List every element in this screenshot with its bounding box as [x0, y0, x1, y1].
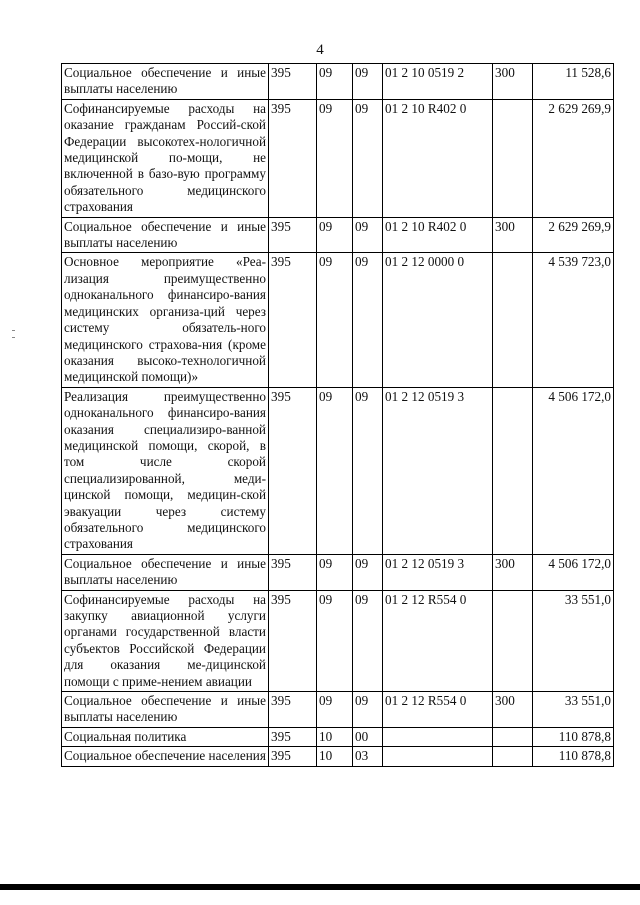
table-row	[62, 554, 614, 590]
row-section-code: 10	[317, 747, 353, 766]
scan-edge-mark	[12, 330, 15, 331]
row-target-article: 01 2 12 R554 0	[383, 692, 493, 728]
row-expense-type	[493, 99, 533, 217]
row-ministry-code: 395	[269, 554, 317, 590]
row-ministry-code: 395	[269, 253, 317, 387]
table-row	[62, 747, 614, 766]
scan-bottom-edge	[0, 884, 640, 890]
table-row	[62, 253, 614, 387]
table-row	[62, 692, 614, 728]
row-ministry-code: 395	[269, 727, 317, 746]
row-name: Социальное обеспечение и иные выплаты населению	[62, 554, 269, 590]
row-ministry-code: 395	[269, 217, 317, 253]
row-section-code: 09	[317, 554, 353, 590]
row-expense-type	[493, 387, 533, 554]
row-amount: 11 528,6	[533, 64, 614, 100]
row-subsection-code: 03	[353, 747, 383, 766]
row-expense-type: 300	[493, 554, 533, 590]
row-subsection-code: 00	[353, 727, 383, 746]
row-amount: 33 551,0	[533, 692, 614, 728]
row-subsection-code: 09	[353, 253, 383, 387]
table-row	[62, 387, 614, 554]
row-ministry-code: 395	[269, 64, 317, 100]
table-row	[62, 727, 614, 746]
row-section-code: 09	[317, 64, 353, 100]
row-name: Социальное обеспечение и иные выплаты населению	[62, 692, 269, 728]
row-subsection-code: 09	[353, 99, 383, 217]
row-target-article: 01 2 10 R402 0	[383, 99, 493, 217]
row-ministry-code: 395	[269, 692, 317, 728]
row-expense-type: 300	[493, 217, 533, 253]
row-target-article: 01 2 12 R554 0	[383, 590, 493, 691]
row-subsection-code: 09	[353, 64, 383, 100]
row-target-article: 01 2 10 0519 2	[383, 64, 493, 100]
row-amount: 110 878,8	[533, 727, 614, 746]
row-name: Основное мероприятие «Реа-лизация преимущественно одноканального финансиро-вания медицинских организа-ций через систему обязатель-ного медицинского страхова-ния (кроме оказания высоко-технологичной медицинской помощи)»	[62, 253, 269, 387]
row-ministry-code: 395	[269, 747, 317, 766]
scan-edge-mark	[12, 337, 15, 338]
row-amount: 4 506 172,0	[533, 554, 614, 590]
row-subsection-code: 09	[353, 387, 383, 554]
row-target-article: 01 2 10 R402 0	[383, 217, 493, 253]
table-row	[62, 590, 614, 691]
row-name: Реализация преимущественно одноканального финансиро-вания оказания специализиро-ванной медицинской помощи, скорой, в том числе скорой специализированной, меди-цинской помощи, медицин-ской эвакуации через систему обязательного медицинского страхования	[62, 387, 269, 554]
row-section-code: 09	[317, 253, 353, 387]
row-name: Софинансируемые расходы на оказание гражданам Россий-ской Федерации высокотех-нологичной медицинской по-мощи, не включенной в базо-вую программу обязательного медицинского страхования	[62, 99, 269, 217]
row-target-article	[383, 727, 493, 746]
page-number: 4	[316, 42, 324, 58]
row-section-code: 10	[317, 727, 353, 746]
row-ministry-code: 395	[269, 387, 317, 554]
row-amount: 110 878,8	[533, 747, 614, 766]
row-amount: 4 539 723,0	[533, 253, 614, 387]
row-expense-type	[493, 253, 533, 387]
row-target-article: 01 2 12 0000 0	[383, 253, 493, 387]
row-subsection-code: 09	[353, 554, 383, 590]
row-section-code: 09	[317, 590, 353, 691]
table-row	[62, 99, 614, 217]
row-subsection-code: 09	[353, 590, 383, 691]
row-subsection-code: 09	[353, 217, 383, 253]
table-row	[62, 64, 614, 100]
row-section-code: 09	[317, 692, 353, 728]
row-expense-type: 300	[493, 692, 533, 728]
row-amount: 2 629 269,9	[533, 217, 614, 253]
row-name: Социальное обеспечение и иные выплаты населению	[62, 217, 269, 253]
row-target-article: 01 2 12 0519 3	[383, 554, 493, 590]
table-row	[62, 217, 614, 253]
row-subsection-code: 09	[353, 692, 383, 728]
row-name: Социальное обеспечение населения	[62, 747, 269, 766]
row-ministry-code: 395	[269, 590, 317, 691]
row-target-article: 01 2 12 0519 3	[383, 387, 493, 554]
row-expense-type	[493, 747, 533, 766]
row-expense-type: 300	[493, 64, 533, 100]
row-section-code: 09	[317, 217, 353, 253]
row-section-code: 09	[317, 99, 353, 217]
row-name: Социальная политика	[62, 727, 269, 746]
row-expense-type	[493, 727, 533, 746]
row-ministry-code: 395	[269, 99, 317, 217]
row-target-article	[383, 747, 493, 766]
row-expense-type	[493, 590, 533, 691]
row-amount: 4 506 172,0	[533, 387, 614, 554]
row-amount: 33 551,0	[533, 590, 614, 691]
budget-table	[61, 63, 614, 767]
row-name: Софинансируемые расходы на закупку авиационной услуги органами государственной власти субъектов Российской Федерации для оказания ме-дицинской помощи с приме-нением авиации	[62, 590, 269, 691]
row-name: Социальное обеспечение и иные выплаты населению	[62, 64, 269, 100]
row-amount: 2 629 269,9	[533, 99, 614, 217]
row-section-code: 09	[317, 387, 353, 554]
